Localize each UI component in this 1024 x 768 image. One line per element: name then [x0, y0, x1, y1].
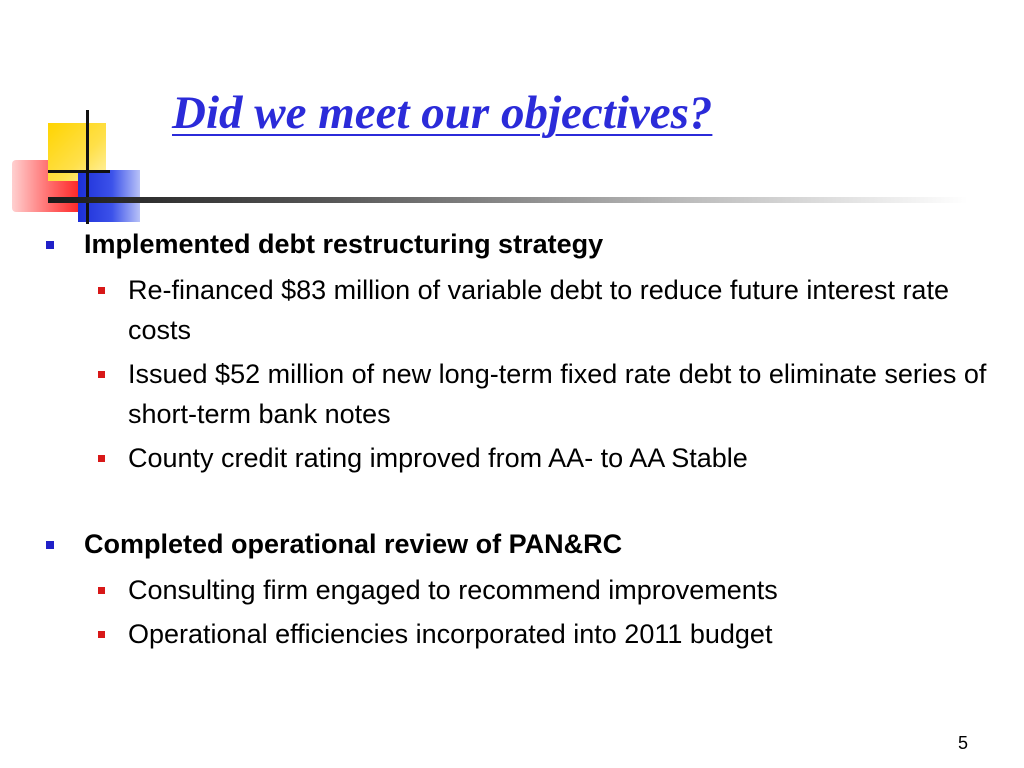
- section-heading: [40, 222, 990, 266]
- square-bullet-icon: [46, 241, 54, 249]
- logo-horizontal-line: [48, 170, 110, 173]
- list-item-text: Operational efficiencies incorporated into 2011 budget: [128, 619, 773, 649]
- square-bullet-icon: [98, 287, 105, 294]
- list-item: [84, 438, 988, 478]
- section-heading-text: Completed operational review of PAN&RC: [84, 529, 623, 559]
- square-bullet-icon: [46, 541, 54, 549]
- list-item-text: Consulting firm engaged to recommend improvements: [128, 575, 778, 605]
- list-item: [84, 270, 988, 350]
- logo-vertical-line: [86, 110, 89, 224]
- list-item-text: Re-financed $83 million of variable debt to reduce future interest rate costs: [128, 275, 949, 345]
- section-heading-text: Implemented debt restructuring strategy: [84, 229, 604, 259]
- list-item: [84, 570, 988, 610]
- square-bullet-icon: [98, 455, 105, 462]
- section-spacer: [40, 478, 990, 522]
- square-bullet-icon: [98, 587, 105, 594]
- list-item-text: County credit rating improved from AA- to AA Stable: [128, 443, 748, 473]
- list-item: [84, 614, 988, 654]
- page-number: 5: [957, 733, 968, 753]
- bullet-content: [40, 222, 990, 654]
- list-item-text: Issued $52 million of new long-term fixed rate debt to eliminate series of short-term bank notes: [128, 359, 987, 429]
- title-divider: [48, 197, 968, 203]
- section-heading: [40, 522, 990, 566]
- square-bullet-icon: [98, 371, 105, 378]
- slide-title: Did we meet our objectives?: [172, 87, 713, 139]
- square-bullet-icon: [98, 631, 105, 638]
- list-item: [84, 354, 988, 434]
